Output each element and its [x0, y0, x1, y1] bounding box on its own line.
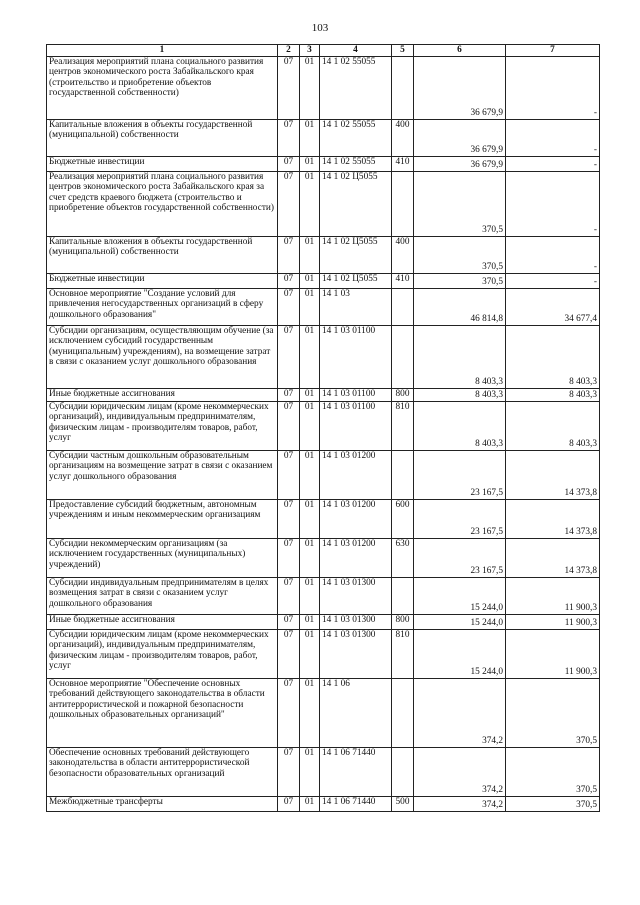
- table-row: [47, 499, 600, 538]
- row-name: Капитальные вложения в объекты государственной (муниципальной) собственности: [47, 236, 278, 273]
- row-amount-2: 34 677,4: [506, 288, 600, 325]
- table-row: [47, 401, 600, 450]
- row-expense-type: [392, 325, 414, 388]
- row-target-article: 14 1 03 01300: [320, 577, 392, 614]
- row-section: 07: [278, 747, 300, 796]
- row-amount-1: 374,2: [414, 796, 506, 811]
- row-target-article: 14 1 03 01100: [320, 388, 392, 401]
- row-name: Реализация мероприятий плана социального развития центров экономического роста Забайкальского края за счет средств краевого бюджета (строительство и приобретение объектов государственной собственности): [47, 171, 278, 236]
- page-number: 103: [311, 22, 329, 34]
- row-target-article: 14 1 02 Ц5055: [320, 236, 392, 273]
- table-row: [47, 577, 600, 614]
- row-section: 07: [278, 171, 300, 236]
- table-row: [47, 156, 600, 171]
- row-amount-1: 36 679,9: [414, 56, 506, 119]
- row-name: Субсидии некоммерческим организациям (за исключением государственных (муниципальных) учреждений): [47, 538, 278, 577]
- row-subsection: 01: [300, 288, 320, 325]
- row-expense-type: 500: [392, 796, 414, 811]
- row-subsection: 01: [300, 499, 320, 538]
- header-col-7: 7: [506, 45, 600, 57]
- row-expense-type: [392, 450, 414, 499]
- row-amount-2: -: [506, 119, 600, 156]
- row-section: 07: [278, 401, 300, 450]
- row-amount-2: 8 403,3: [506, 325, 600, 388]
- table-row: [47, 119, 600, 156]
- row-section: 07: [278, 156, 300, 171]
- row-amount-2: -: [506, 56, 600, 119]
- row-amount-2: -: [506, 236, 600, 273]
- row-amount-1: 8 403,3: [414, 388, 506, 401]
- row-expense-type: [392, 56, 414, 119]
- row-name: Основное мероприятие "Создание условий для привлечения негосударственных организаций в сферу дошкольного образования": [47, 288, 278, 325]
- table-row: [47, 56, 600, 119]
- row-amount-2: 14 373,8: [506, 538, 600, 577]
- table-row: [47, 236, 600, 273]
- row-expense-type: [392, 171, 414, 236]
- row-subsection: 01: [300, 796, 320, 811]
- row-name: Основное мероприятие "Обеспечение основных требований действующего законодательства в области антитеррористической и пожарной безопасности дошкольных образовательных организаций": [47, 678, 278, 747]
- row-section: 07: [278, 796, 300, 811]
- row-amount-1: 8 403,3: [414, 401, 506, 450]
- row-expense-type: 600: [392, 499, 414, 538]
- header-col-4: 4: [320, 45, 392, 57]
- budget-table: [46, 44, 600, 812]
- row-subsection: 01: [300, 747, 320, 796]
- row-subsection: 01: [300, 325, 320, 388]
- row-expense-type: [392, 678, 414, 747]
- row-amount-2: 14 373,8: [506, 450, 600, 499]
- row-expense-type: [392, 577, 414, 614]
- row-amount-2: 11 900,3: [506, 629, 600, 678]
- header-col-3: 3: [300, 45, 320, 57]
- row-subsection: 01: [300, 577, 320, 614]
- row-amount-2: -: [506, 273, 600, 288]
- row-expense-type: [392, 288, 414, 325]
- row-target-article: 14 1 06: [320, 678, 392, 747]
- row-name: Бюджетные инвестиции: [47, 156, 278, 171]
- row-subsection: 01: [300, 629, 320, 678]
- row-section: 07: [278, 236, 300, 273]
- row-amount-1: 374,2: [414, 678, 506, 747]
- row-amount-2: -: [506, 156, 600, 171]
- row-target-article: 14 1 03 01100: [320, 401, 392, 450]
- row-amount-1: 15 244,0: [414, 629, 506, 678]
- row-expense-type: 400: [392, 236, 414, 273]
- row-name: Субсидии частным дошкольным образовательным организациям на возмещение затрат в связи с оказанием услуг дошкольного образования: [47, 450, 278, 499]
- row-target-article: 14 1 03 01200: [320, 499, 392, 538]
- row-name: Реализация мероприятий плана социального развития центров экономического роста Забайкальского края (строительство и приобретение объектов государственной собственности): [47, 56, 278, 119]
- row-name: Обеспечение основных требований действующего законодательства в области антитеррористической безопасности образовательных организаций: [47, 747, 278, 796]
- row-section: 07: [278, 614, 300, 629]
- row-name: Предоставление субсидий бюджетным, автономным учреждениям и иным некоммерческим организациям: [47, 499, 278, 538]
- row-amount-1: 15 244,0: [414, 577, 506, 614]
- row-target-article: 14 1 02 55055: [320, 156, 392, 171]
- table-row: [47, 538, 600, 577]
- row-amount-1: 8 403,3: [414, 325, 506, 388]
- row-section: 07: [278, 288, 300, 325]
- row-amount-1: 23 167,5: [414, 538, 506, 577]
- row-amount-1: 370,5: [414, 273, 506, 288]
- row-amount-1: 370,5: [414, 236, 506, 273]
- row-name: Иные бюджетные ассигнования: [47, 614, 278, 629]
- row-target-article: 14 1 03 01100: [320, 325, 392, 388]
- row-amount-2: 14 373,8: [506, 499, 600, 538]
- row-target-article: 14 1 03 01300: [320, 614, 392, 629]
- row-subsection: 01: [300, 678, 320, 747]
- row-expense-type: 810: [392, 629, 414, 678]
- row-section: 07: [278, 678, 300, 747]
- table-row: [47, 325, 600, 388]
- row-amount-1: 23 167,5: [414, 499, 506, 538]
- row-section: 07: [278, 499, 300, 538]
- row-expense-type: 800: [392, 388, 414, 401]
- row-amount-2: 8 403,3: [506, 401, 600, 450]
- row-name: Иные бюджетные ассигнования: [47, 388, 278, 401]
- table-row: [47, 678, 600, 747]
- row-target-article: 14 1 03: [320, 288, 392, 325]
- row-section: 07: [278, 577, 300, 614]
- row-expense-type: 810: [392, 401, 414, 450]
- row-section: 07: [278, 273, 300, 288]
- table-row: [47, 388, 600, 401]
- row-target-article: 14 1 03 01300: [320, 629, 392, 678]
- row-amount-2: 370,5: [506, 796, 600, 811]
- table-row: [47, 796, 600, 811]
- row-expense-type: 410: [392, 273, 414, 288]
- header-col-2: 2: [278, 45, 300, 57]
- row-amount-1: 370,5: [414, 171, 506, 236]
- row-name: Субсидии организациям, осуществляющим обучение (за исключением субсидий государственным (муниципальным) учреждениям), на возмещение затрат в связи с оказанием услуг дошкольного образования: [47, 325, 278, 388]
- row-amount-1: 374,2: [414, 747, 506, 796]
- row-section: 07: [278, 538, 300, 577]
- row-amount-2: 11 900,3: [506, 577, 600, 614]
- table-row: [47, 171, 600, 236]
- row-section: 07: [278, 450, 300, 499]
- table-row: [47, 450, 600, 499]
- table-row: [47, 614, 600, 629]
- table-row: [47, 747, 600, 796]
- header-col-1: 1: [47, 45, 278, 57]
- row-name: Субсидии юридическим лицам (кроме некоммерческих организаций), индивидуальным предпринимателям, физическим лицам - производителям товаров, работ, услуг: [47, 629, 278, 678]
- row-name: Капитальные вложения в объекты государственной (муниципальной) собственности: [47, 119, 278, 156]
- row-target-article: 14 1 06 71440: [320, 747, 392, 796]
- row-expense-type: 400: [392, 119, 414, 156]
- row-section: 07: [278, 119, 300, 156]
- row-name: Межбюджетные трансферты: [47, 796, 278, 811]
- row-section: 07: [278, 56, 300, 119]
- row-subsection: 01: [300, 450, 320, 499]
- row-subsection: 01: [300, 236, 320, 273]
- row-name: Бюджетные инвестиции: [47, 273, 278, 288]
- row-amount-2: 11 900,3: [506, 614, 600, 629]
- row-name: Субсидии юридическим лицам (кроме некоммерческих организаций), индивидуальным предпринимателям, физическим лицам - производителям товаров, работ, услуг: [47, 401, 278, 450]
- row-target-article: 14 1 02 55055: [320, 119, 392, 156]
- row-subsection: 01: [300, 119, 320, 156]
- row-target-article: 14 1 02 Ц5055: [320, 273, 392, 288]
- row-amount-1: 23 167,5: [414, 450, 506, 499]
- row-expense-type: [392, 747, 414, 796]
- row-section: 07: [278, 325, 300, 388]
- table-row: [47, 629, 600, 678]
- row-amount-1: 46 814,8: [414, 288, 506, 325]
- row-target-article: 14 1 03 01200: [320, 450, 392, 499]
- row-amount-2: 370,5: [506, 678, 600, 747]
- row-amount-1: 36 679,9: [414, 119, 506, 156]
- table-row: [47, 273, 600, 288]
- row-subsection: 01: [300, 614, 320, 629]
- row-amount-2: 370,5: [506, 747, 600, 796]
- row-target-article: 14 1 03 01200: [320, 538, 392, 577]
- row-subsection: 01: [300, 538, 320, 577]
- row-expense-type: 630: [392, 538, 414, 577]
- header-row: [47, 45, 600, 57]
- row-amount-1: 15 244,0: [414, 614, 506, 629]
- row-target-article: 14 1 06 71440: [320, 796, 392, 811]
- row-subsection: 01: [300, 388, 320, 401]
- row-amount-2: 8 403,3: [506, 388, 600, 401]
- row-subsection: 01: [300, 171, 320, 236]
- row-expense-type: 410: [392, 156, 414, 171]
- row-subsection: 01: [300, 401, 320, 450]
- row-section: 07: [278, 388, 300, 401]
- header-col-6: 6: [414, 45, 506, 57]
- header-col-5: 5: [392, 45, 414, 57]
- row-amount-2: -: [506, 171, 600, 236]
- row-subsection: 01: [300, 273, 320, 288]
- row-subsection: 01: [300, 156, 320, 171]
- row-amount-1: 36 679,9: [414, 156, 506, 171]
- row-name: Субсидии индивидуальным предпринимателям в целях возмещения затрат в связи с оказанием услуг дошкольного образования: [47, 577, 278, 614]
- row-section: 07: [278, 629, 300, 678]
- row-subsection: 01: [300, 56, 320, 119]
- row-expense-type: 800: [392, 614, 414, 629]
- row-target-article: 14 1 02 Ц5055: [320, 171, 392, 236]
- table-row: [47, 288, 600, 325]
- row-target-article: 14 1 02 55055: [320, 56, 392, 119]
